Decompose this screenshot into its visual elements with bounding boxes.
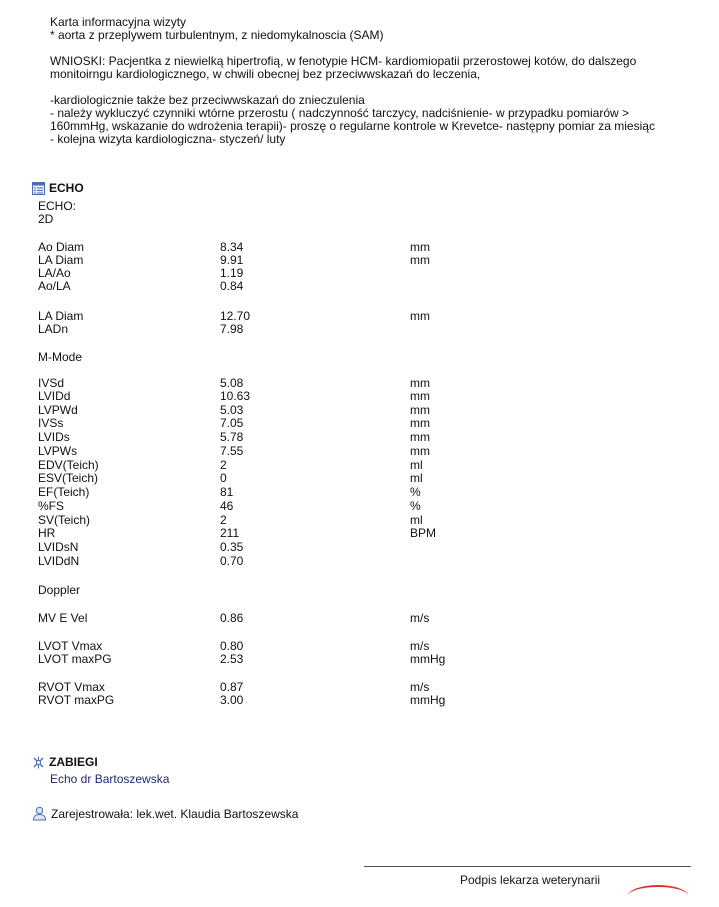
user-icon <box>32 806 47 821</box>
conclusions-line: monitoirngu kardiologicznego, w chwili obecnej bez przeciwwskazań do leczenia, <box>50 67 481 81</box>
visit-notes <box>50 16 710 146</box>
echo-heading-text: ECHO <box>49 181 84 195</box>
procedures-heading-text: ZABIEGI <box>49 755 98 769</box>
echo-section-heading <box>32 181 84 195</box>
recommendation-line: - kolejna wizyta kardiologiczna- styczeń/ luty <box>50 132 286 146</box>
registered-text: Zarejestrowała: lek.wet. Klaudia Bartoszewska <box>51 806 299 821</box>
medical-procedure-icon <box>32 756 45 769</box>
procedures-section-heading <box>32 755 98 769</box>
recommendation-line: - należy wykluczyć czynniki wtórne przerostu ( nadczynność tarczycy, nadciśnienie- w przypadku pomiarów > <box>50 106 630 120</box>
card-title: Karta informacyjna wizyty <box>50 15 187 29</box>
procedure-item[interactable]: Echo dr Bartoszewska <box>50 772 170 786</box>
report-list-icon <box>32 182 45 195</box>
aorta-note: * aorta z przeplywem turbulentnym, z niedomykalnoscia (SAM) <box>50 28 384 42</box>
registered-by <box>32 806 298 821</box>
stamp-mark <box>628 885 688 907</box>
recommendation-line: 160mmHg, wskazanie do wdrożenia terapii)- proszę o regularne kontrole w Krevetce- następny pomiar za miesiąc <box>50 119 655 133</box>
signature-label: Podpis lekarza weterynarii <box>460 873 601 887</box>
conclusions-line: WNIOSKI: Pacjentka z niewielką hipertrofią, w fenotypie HCM- kardiomiopatii przerostowej kotów, do dalszego <box>50 54 637 68</box>
recommendation-line: -kardiologicznie także bez przeciwwskazań do znieczulenia <box>50 93 365 107</box>
signature-line <box>364 866 691 867</box>
visit-card-page: Karta informacyjna wizyty * aorta z przeplywem turbulentnym, z niedomykalnoscia (SAM) WNIOSKI: Pacjentka z niewielką hipertrofią, w fenotypie HCM- kardiomiopatii przerostowej kotów, do dalszego monitoirngu kardiologicznego, w chwili obecnej bez przeciwwskazań do leczenia, -kardiologicznie także bez przeciwwskazań do znieczulenia - należy wykluczyć czynniki wtórne przerostu ( nadczynność tarczycy, nadciśnienie- w przypadku pomiarów > 160mmHg, wskazanie do wdrożenia terapii)- proszę o regularne kontrole w Krevetce- następny pomiar za miesiąc - kolejna wizyta kardiologiczna- styczeń/ luty ECHO ECHO: 2D Ao Diam 8.34 mm LA Diam 9.91 mm LA/Ao 1.19 Ao/LA 0.84 LA Diam 12.70 mm LADn 7.98 M-Mode IVSd 5.08 mm LVIDd 10.63 mm LVPWd 5.03 mm IVSs 7.05 mm LVIDs 5.78 mm LVPWs 7.55 mm EDV(Teich) 2 ml ESV(Teich) 0 ml EF(Teich) 81 % %FS 46 % SV(Teich) 2 ml HR 211 BPM LVIDsN 0.35 LVIDdN 0.70 Doppler MV E Vel 0.86 m/s LVOT Vmax 0.80 m/s LVOT maxPG 2.53 mmHg RVOT Vmax 0.87 m/s RVOT maxPG 3.00 mmHg ZABIEGI Echo dr Bartoszewska Zarejestrowała: lek.wet. Klaudia Bartoszewska Podpis lekarza weterynarii <box>0 0 719 893</box>
